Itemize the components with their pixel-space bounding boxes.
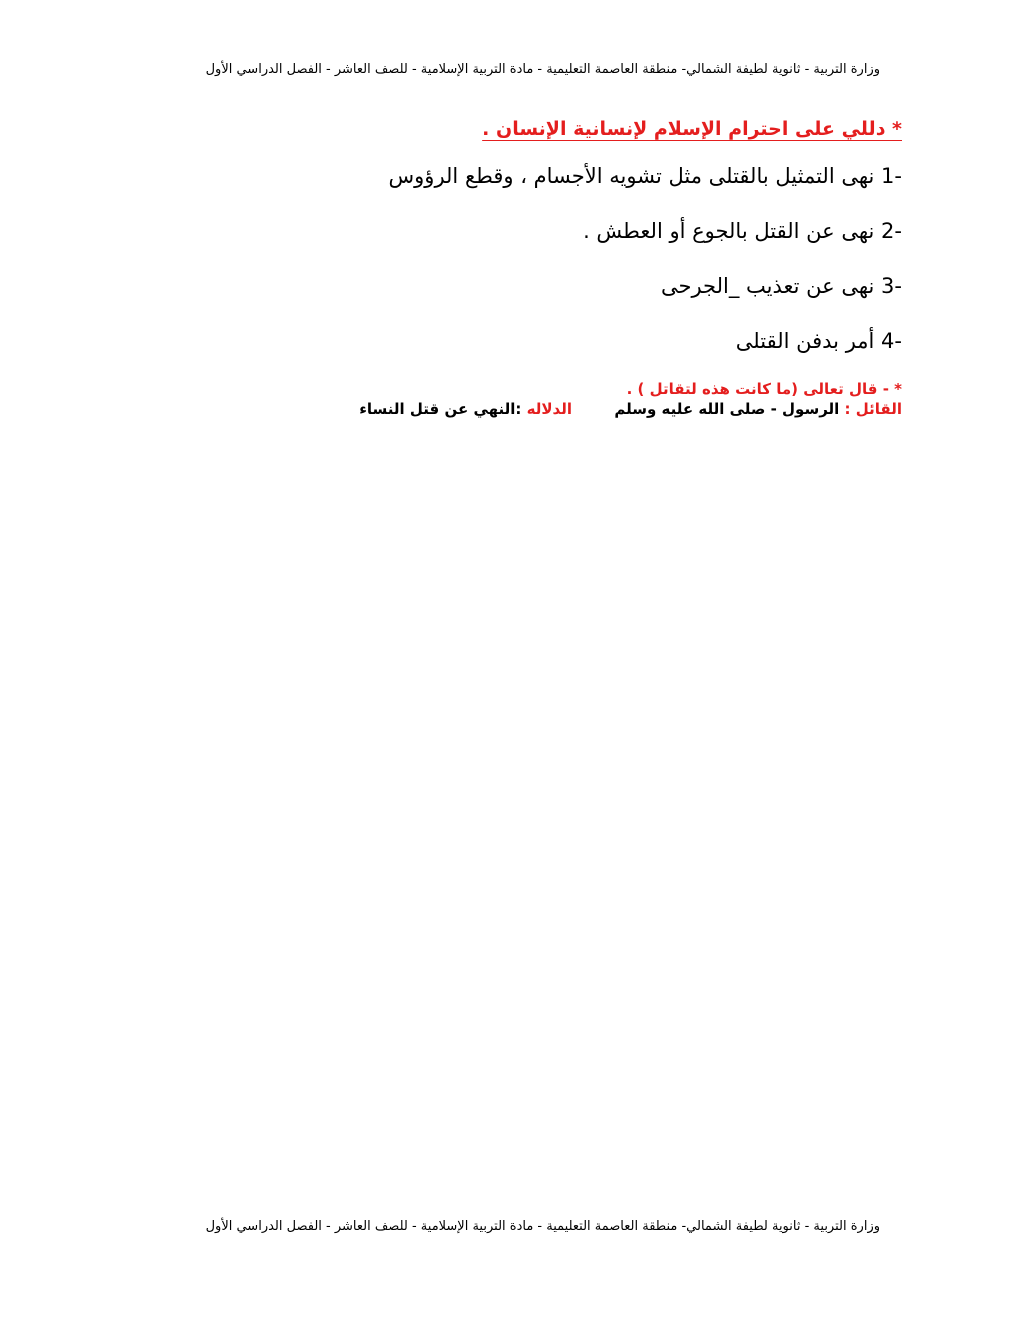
hadith-info-line <box>342 400 902 424</box>
question-heading: * دللي على احترام الإسلام لإنسانية الإنسان . <box>482 118 902 140</box>
worksheet-content <box>342 118 902 424</box>
answer-number: 2- <box>881 219 902 243</box>
answer-text: أمر بدفن القتلى <box>735 329 875 353</box>
speaker-label: القائل : <box>844 400 902 418</box>
page-footer: وزارة التربية - ثانوية لطيفة الشمالي- منطقة العاصمة التعليمية - مادة التربية الإسلامية - للصف العاشر - الفصل الدراسي الأول <box>205 1219 880 1234</box>
meaning-value: :النهي عن قتل النساء <box>359 400 522 418</box>
speaker-value: الرسول - صلى الله عليه وسلم <box>614 400 840 418</box>
answer-number: 4- <box>881 329 902 353</box>
answer-number: 1- <box>881 164 902 188</box>
answer-item-4 <box>342 325 902 357</box>
answer-item-1 <box>342 160 902 192</box>
answer-number: 3- <box>881 274 902 298</box>
speaker-field <box>614 400 902 418</box>
answer-item-3 <box>342 270 902 302</box>
answer-text: نهى عن تعذيب _الجرحى <box>660 274 875 298</box>
answer-text: نهى عن القتل بالجوع أو العطش . <box>583 219 875 243</box>
page-header: وزارة التربية - ثانوية لطيفة الشمالي- منطقة العاصمة التعليمية - مادة التربية الإسلامية - للصف العاشر - الفصل الدراسي الأول <box>205 62 880 77</box>
meaning-label: الدلاله <box>526 400 572 418</box>
answer-item-2 <box>342 215 902 247</box>
hadith-quote: * - قال تعالى (ما كانت هذه لتقاتل ) . <box>626 380 902 398</box>
meaning-field <box>359 400 572 418</box>
answer-text: نهى التمثيل بالقتلى مثل تشويه الأجسام ، وقطع الرؤوس <box>388 164 875 188</box>
